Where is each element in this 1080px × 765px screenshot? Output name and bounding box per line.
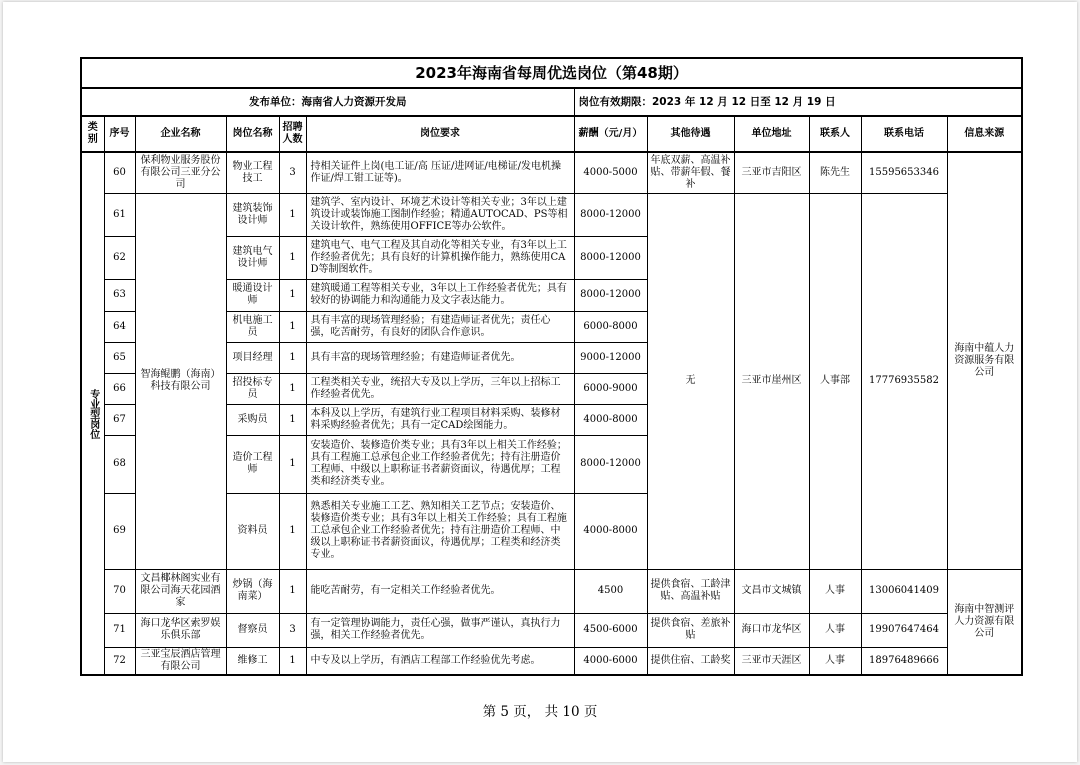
job-table — [80, 57, 1023, 676]
benefits: 年底双薪、高温补贴、带薪年假、餐补 — [647, 152, 734, 193]
post-name: 维修工 — [226, 647, 279, 675]
contact-person: 人事 — [809, 647, 861, 675]
header-count: 招聘人数 — [279, 116, 306, 152]
header-contact: 联系人 — [809, 116, 861, 152]
contact-person: 人事部 — [809, 193, 861, 569]
post-name: 项目经理 — [226, 342, 279, 373]
document-page — [3, 2, 1077, 762]
row-number: 68 — [104, 435, 135, 493]
post-requirements: 安装造价、装修造价类专业；具有3年以上相关工作经验；具有工程施工总承包企业工作经验者优先；持有注册造价工程师、中级以上职称证书者薪资面议，待遇优厚；工程类和经济类专业。 — [306, 435, 574, 493]
row-number: 70 — [104, 569, 135, 613]
info-source: 海南中智测评人力资源有限公司 — [947, 569, 1022, 675]
company-name: 文昌椰林阁实业有限公司海天花园酒家 — [135, 569, 226, 613]
address: 三亚市吉阳区 — [734, 152, 809, 193]
post-name: 督察员 — [226, 613, 279, 647]
post-requirements: 建筑暖通工程等相关专业，3年以上工作经验者优先；具有较好的协调能力和沟通能力及文字表达能力。 — [306, 279, 574, 311]
post-requirements: 有一定管理协调能力，责任心强，做事严谨认，真执行力强，相关工作经验者优先。 — [306, 613, 574, 647]
phone: 17776935582 — [861, 193, 947, 569]
post-requirements: 建筑学、室内设计、环境艺术设计等相关专业；3年以上建筑设计或装饰施工图制作经验；精通AUTOCAD、PS等相关设计软件，熟练使用OFFICE等办公软件。 — [306, 193, 574, 236]
header-source: 信息来源 — [947, 116, 1022, 152]
row-number: 61 — [104, 193, 135, 236]
post-requirements: 工程类相关专业，统招大专及以上学历，三年以上招标工作经验者优先。 — [306, 373, 574, 404]
header-number: 序号 — [104, 116, 135, 152]
contact-person: 陈先生 — [809, 152, 861, 193]
benefits: 无 — [647, 193, 734, 569]
post-name: 招投标专员 — [226, 373, 279, 404]
page-footer: 第 5 页， 共 10 页 — [482, 704, 598, 720]
phone: 13006041409 — [861, 569, 947, 613]
post-name: 炒锅（海南菜） — [226, 569, 279, 613]
salary: 4500 — [574, 569, 647, 613]
row-number: 65 — [104, 342, 135, 373]
table-row — [81, 647, 1022, 675]
company-name: 海口龙华区索罗娱乐俱乐部 — [135, 613, 226, 647]
post-name: 机电施工员 — [226, 311, 279, 342]
table-row — [81, 152, 1022, 193]
phone: 15595653346 — [861, 152, 947, 193]
post-name: 物业工程技工 — [226, 152, 279, 193]
phone: 19907647464 — [861, 613, 947, 647]
address: 三亚市崖州区 — [734, 193, 809, 569]
row-number: 67 — [104, 404, 135, 435]
salary: 8000-12000 — [574, 435, 647, 493]
hiring-count: 1 — [279, 569, 306, 613]
header-salary: 薪酬（元/月） — [574, 116, 647, 152]
post-requirements: 能吃苦耐劳，有一定相关工作经验者优先。 — [306, 569, 574, 613]
address: 海口市龙华区 — [734, 613, 809, 647]
header-company: 企业名称 — [135, 116, 226, 152]
header-address: 单位地址 — [734, 116, 809, 152]
salary: 4500-6000 — [574, 613, 647, 647]
post-requirements: 熟悉相关专业施工工艺、熟知相关工艺节点；安装造价、装修造价类专业；具有3年以上相关工作经验；具有工程施工总承包企业工作经验者优先；持有注册造价工程师、中级以上职称证书者薪资面议，待遇优厚；工程类和经济类专业。 — [306, 493, 574, 569]
hiring-count: 3 — [279, 152, 306, 193]
hiring-count: 1 — [279, 493, 306, 569]
row-number: 69 — [104, 493, 135, 569]
post-requirements: 中专及以上学历，有酒店工程部工作经验优先考虑。 — [306, 647, 574, 675]
hiring-count: 1 — [279, 236, 306, 279]
company-name: 保利物业服务股份有限公司三亚分公司 — [135, 152, 226, 193]
table-title: 2023年海南省每周优选岗位（第48期） — [81, 58, 1022, 88]
post-name: 造价工程师 — [226, 435, 279, 493]
validity-period: 岗位有效期限：2023 年 12 月 12 日至 12 月 19 日 — [574, 88, 1022, 116]
contact-person: 人事 — [809, 613, 861, 647]
table-row — [81, 569, 1022, 613]
phone: 18976489666 — [861, 647, 947, 675]
post-requirements: 本科及以上学历，有建筑行业工程项目材料采购、装修材料采购经验者优先；具有一定CAD绘图能力。 — [306, 404, 574, 435]
benefits: 提供住宿、工龄奖 — [647, 647, 734, 675]
table-row — [81, 193, 1022, 236]
salary: 4000-5000 — [574, 152, 647, 193]
post-name: 暖通设计师 — [226, 279, 279, 311]
table-row — [81, 613, 1022, 647]
header-benefits: 其他待遇 — [647, 116, 734, 152]
row-number: 60 — [104, 152, 135, 193]
post-requirements: 具有丰富的现场管理经验；有建造师证者优先。 — [306, 342, 574, 373]
post-requirements: 建筑电气、电气工程及其自动化等相关专业，有3年以上工作经验者优先；具有良好的计算机操作能力，熟练使用CAD等制图软件。 — [306, 236, 574, 279]
hiring-count: 1 — [279, 311, 306, 342]
row-number: 66 — [104, 373, 135, 404]
row-number: 72 — [104, 647, 135, 675]
hiring-count: 1 — [279, 647, 306, 675]
hiring-count: 1 — [279, 435, 306, 493]
row-number: 63 — [104, 279, 135, 311]
salary: 8000-12000 — [574, 279, 647, 311]
company-name: 智海鲲鹏（海南）科技有限公司 — [135, 193, 226, 569]
hiring-count: 1 — [279, 373, 306, 404]
salary: 8000-12000 — [574, 236, 647, 279]
post-name: 建筑电气设计师 — [226, 236, 279, 279]
benefits: 提供食宿、工龄津贴、高温补贴 — [647, 569, 734, 613]
hiring-count: 1 — [279, 404, 306, 435]
row-number: 64 — [104, 311, 135, 342]
publisher: 发布单位：海南省人力资源开发局 — [81, 88, 574, 116]
salary: 4000-8000 — [574, 493, 647, 569]
address: 三亚市天涯区 — [734, 647, 809, 675]
row-number: 71 — [104, 613, 135, 647]
header-requirements: 岗位要求 — [306, 116, 574, 152]
hiring-count: 1 — [279, 342, 306, 373]
post-name: 资料员 — [226, 493, 279, 569]
category-label: 专业型岗位 — [81, 152, 104, 675]
header-category: 类别 — [81, 116, 104, 152]
hiring-count: 1 — [279, 279, 306, 311]
post-requirements: 具有丰富的现场管理经验；有建造师证者优先；责任心强，吃苦耐劳，有良好的团队合作意识。 — [306, 311, 574, 342]
header-phone: 联系电话 — [861, 116, 947, 152]
contact-person: 人事 — [809, 569, 861, 613]
hiring-count: 1 — [279, 193, 306, 236]
hiring-count: 3 — [279, 613, 306, 647]
salary: 4000-6000 — [574, 647, 647, 675]
salary: 6000-9000 — [574, 373, 647, 404]
salary: 4000-8000 — [574, 404, 647, 435]
benefits: 提供食宿、差旅补贴 — [647, 613, 734, 647]
salary: 9000-12000 — [574, 342, 647, 373]
post-name: 建筑装饰设计师 — [226, 193, 279, 236]
company-name: 三亚宝辰酒店管理有限公司 — [135, 647, 226, 675]
post-name: 采购员 — [226, 404, 279, 435]
salary: 8000-12000 — [574, 193, 647, 236]
post-requirements: 持相关证件上岗(电工证/高 压证/进网证/电梯证/发电机操作证/焊工钳工证等)。 — [306, 152, 574, 193]
info-source: 海南中蕴人力资源服务有限公司 — [947, 152, 1022, 569]
row-number: 62 — [104, 236, 135, 279]
header-post: 岗位名称 — [226, 116, 279, 152]
address: 文昌市文城镇 — [734, 569, 809, 613]
salary: 6000-8000 — [574, 311, 647, 342]
